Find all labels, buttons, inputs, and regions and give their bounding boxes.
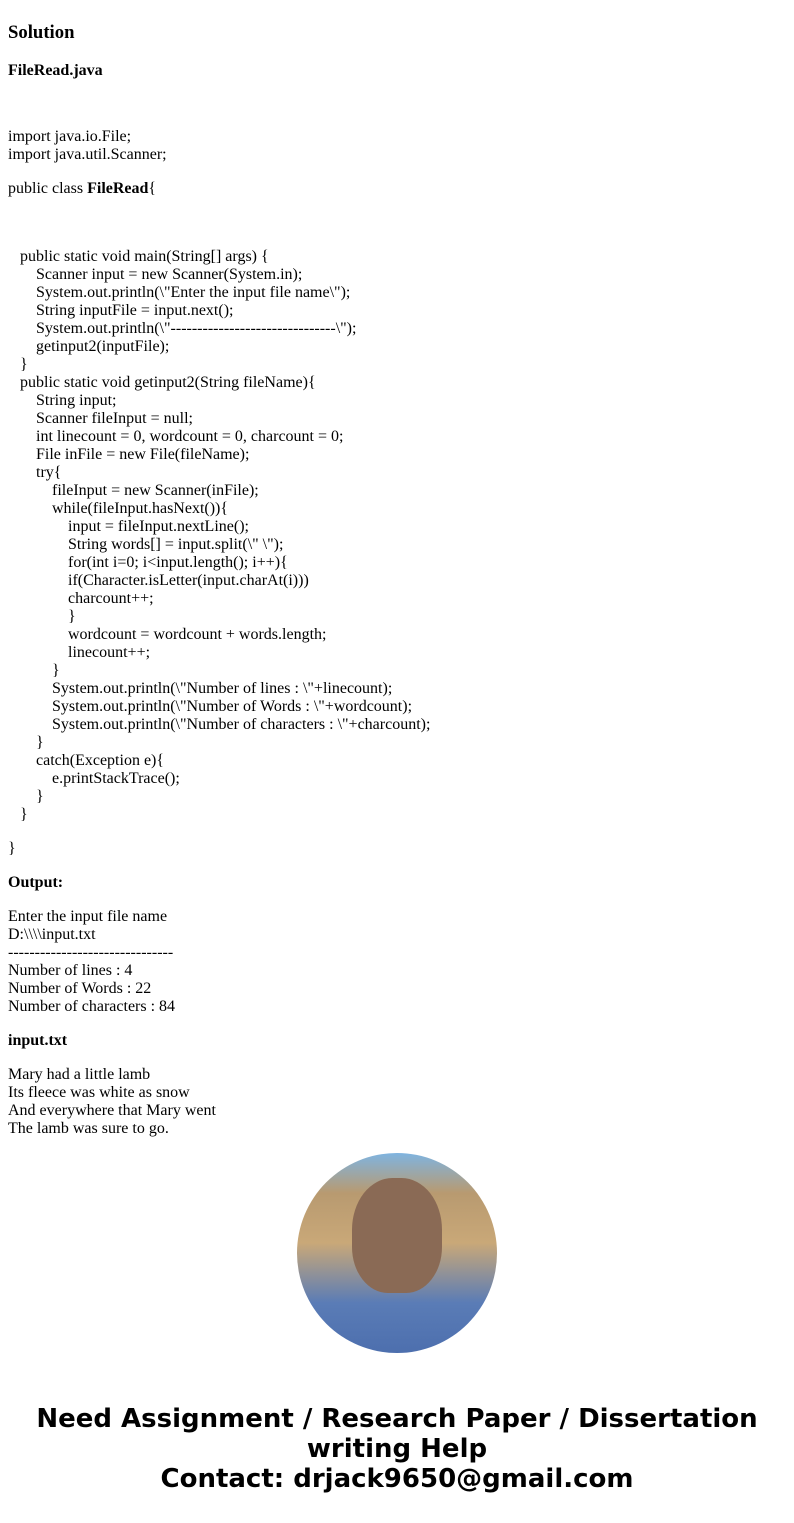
footer-banner: [0, 1404, 794, 1494]
code-line: System.out.println(\"Number of lines : \"+linecount);: [52, 680, 393, 697]
code-line: File inFile = new File(fileName);: [36, 446, 250, 463]
cut-off-line: [8, 0, 786, 6]
code-line: String input;: [36, 392, 117, 409]
output-heading: Output:: [8, 874, 64, 891]
code-line: if(Character.isLetter(input.charAt(i))): [68, 572, 309, 589]
footer-line-1: Need Assignment / Research Paper / Dissertation: [36, 1404, 758, 1434]
code-line: for(int i=0; i<input.length(); i++){: [68, 554, 288, 571]
output-line: Number of characters : 84: [8, 998, 176, 1015]
code-line: System.out.println(\"Number of characters : \"+charcount);: [52, 716, 431, 733]
class-declaration: [8, 180, 786, 198]
code-line: wordcount = wordcount + words.length;: [68, 626, 327, 643]
code-line: try{: [36, 464, 62, 481]
keyword: public class: [8, 180, 88, 197]
input-line: Its fleece was white as snow: [8, 1084, 190, 1101]
code-line: int linecount = 0, wordcount = 0, charcount = 0;: [36, 428, 344, 445]
code-line: charcount++;: [68, 590, 154, 607]
input-heading: input.txt: [8, 1032, 68, 1049]
input-line: The lamb was sure to go.: [8, 1120, 169, 1137]
code-line: while(fileInput.hasNext()){: [52, 500, 229, 517]
code-line: System.out.println(\"Enter the input file name\");: [36, 284, 351, 301]
face: [352, 1178, 442, 1293]
code-line: Scanner fileInput = null;: [36, 410, 193, 427]
code-line: import java.io.File;: [8, 128, 132, 145]
class-name: FileRead: [87, 180, 149, 197]
output-line: Number of Words : 22: [8, 980, 152, 997]
code-line: }: [52, 662, 60, 679]
file-heading: FileRead.java: [8, 62, 103, 79]
code-line: linecount++;: [68, 644, 151, 661]
code-line: }: [20, 356, 28, 373]
code-line: System.out.println(\"Number of Words : \"+wordcount);: [52, 698, 413, 715]
code-line: Scanner input = new Scanner(System.in);: [36, 266, 303, 283]
output-block: [8, 908, 786, 1016]
brace: {: [148, 180, 157, 197]
solution-heading: Solution: [8, 22, 75, 43]
imports: [8, 128, 786, 164]
code-line: fileInput = new Scanner(inFile);: [52, 482, 259, 499]
code-body: [8, 248, 786, 824]
input-line: And everywhere that Mary went: [8, 1102, 216, 1119]
code-line: e.printStackTrace();: [52, 770, 180, 787]
footer-contact: Contact: drjack9650@gmail.com: [160, 1464, 634, 1494]
output-line: -------------------------------: [8, 944, 174, 961]
code-line: public static void getinput2(String fileName){: [20, 374, 316, 391]
output-line: Enter the input file name: [8, 908, 168, 925]
code-line: }: [20, 806, 28, 823]
code-line: }: [68, 608, 76, 625]
code-line: String words[] = input.split(\" \");: [68, 536, 284, 553]
code-line: catch(Exception e){: [36, 752, 165, 769]
class-closing: }: [8, 840, 16, 857]
output-line: D:\\\\input.txt: [8, 926, 96, 943]
footer-line-2: writing Help: [306, 1434, 488, 1464]
code-line: String inputFile = input.next();: [36, 302, 234, 319]
author-photo: [297, 1153, 497, 1353]
code-line: }: [36, 734, 44, 751]
code-line: System.out.println(\"-------------------------------\");: [36, 320, 357, 337]
code-line: import java.util.Scanner;: [8, 146, 167, 163]
input-file-block: [8, 1066, 786, 1138]
input-line: Mary had a little lamb: [8, 1066, 151, 1083]
code-line: getinput2(inputFile);: [36, 338, 170, 355]
code-line: public static void main(String[] args) {: [20, 248, 269, 265]
output-line: Number of lines : 4: [8, 962, 133, 979]
code-line: input = fileInput.nextLine();: [68, 518, 249, 535]
code-line: }: [36, 788, 44, 805]
